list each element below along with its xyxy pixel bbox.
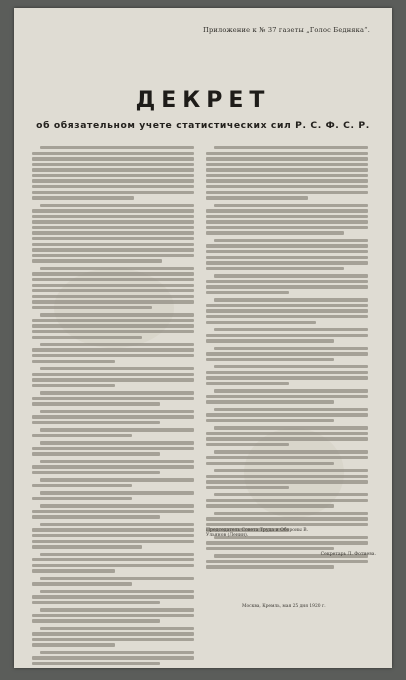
text-paragraph	[206, 365, 368, 385]
text-line	[206, 152, 368, 155]
text-line	[206, 174, 368, 177]
text-paragraph	[206, 298, 368, 324]
text-line	[214, 426, 368, 429]
text-line	[32, 220, 194, 223]
text-paragraph	[32, 146, 194, 200]
text-line	[206, 261, 368, 264]
text-line	[206, 220, 368, 223]
text-line	[32, 528, 194, 531]
text-paragraph	[32, 460, 194, 475]
place-date: Москва, Кремль, мая 25 дня 1920 г.	[242, 604, 326, 609]
text-line	[32, 354, 194, 357]
text-line	[40, 441, 194, 444]
secretary-signature: Секретарь Л. Фотиева.	[320, 552, 376, 557]
text-line	[32, 569, 115, 572]
text-line	[206, 358, 334, 361]
text-line	[32, 179, 194, 182]
text-line	[206, 432, 368, 435]
text-line	[40, 146, 194, 149]
text-line	[214, 328, 368, 331]
text-paragraph	[32, 627, 194, 647]
text-line	[32, 540, 194, 543]
text-line	[206, 226, 368, 229]
text-line	[32, 564, 194, 567]
text-line	[206, 376, 368, 379]
text-line	[214, 408, 368, 411]
text-line	[32, 534, 194, 537]
chairman-signature: Председатель Совета Труда и Обороны В. Ульянов (Ленин).	[206, 528, 309, 538]
text-line	[32, 248, 194, 251]
text-line	[32, 152, 194, 155]
text-line	[32, 157, 194, 160]
text-line	[206, 462, 334, 465]
text-line	[32, 373, 194, 376]
text-line	[206, 244, 368, 247]
text-line	[40, 204, 194, 207]
text-line	[206, 291, 289, 294]
text-line	[32, 384, 115, 387]
text-paragraph	[32, 553, 194, 573]
text-line	[32, 319, 194, 322]
text-line	[32, 209, 194, 212]
text-line	[40, 313, 194, 316]
text-line	[40, 590, 194, 593]
text-line	[40, 410, 194, 413]
text-paragraph	[32, 343, 194, 363]
text-line	[32, 191, 194, 194]
text-line	[206, 309, 368, 312]
text-line	[32, 196, 134, 199]
text-line	[32, 324, 194, 327]
text-line	[206, 413, 368, 416]
text-line	[32, 434, 132, 437]
text-line	[206, 395, 368, 398]
text-paragraph	[32, 410, 194, 425]
text-line	[206, 267, 344, 270]
page-subtitle: об обязательном учете статистических сил Р. С. Ф. С. Р.	[36, 120, 370, 131]
text-line	[206, 352, 368, 355]
text-line	[206, 168, 368, 171]
text-line	[206, 321, 316, 324]
text-line	[32, 471, 160, 474]
text-line	[32, 278, 194, 281]
text-paragraph	[206, 239, 368, 270]
text-paragraph	[32, 523, 194, 549]
text-line	[206, 191, 368, 194]
right-column-text	[206, 146, 368, 573]
text-line	[206, 437, 368, 440]
text-line	[32, 272, 194, 275]
text-line	[206, 480, 368, 483]
text-line	[32, 662, 160, 665]
text-line	[32, 378, 194, 381]
text-line	[32, 484, 132, 487]
text-line	[32, 510, 194, 513]
text-paragraph	[32, 651, 194, 666]
text-line	[32, 168, 194, 171]
text-line	[214, 450, 368, 453]
text-line	[32, 545, 142, 548]
text-line	[40, 491, 194, 494]
text-line	[32, 306, 152, 309]
text-line	[32, 465, 194, 468]
text-line	[32, 336, 142, 339]
text-line	[32, 348, 194, 351]
text-line	[206, 523, 368, 526]
left-column-text	[32, 146, 194, 668]
text-line	[32, 295, 194, 298]
text-paragraph	[206, 493, 368, 508]
text-line	[32, 656, 194, 659]
text-line	[32, 226, 194, 229]
text-line	[40, 267, 194, 270]
page-title: ДЕКРЕТ	[135, 88, 271, 113]
text-line	[40, 651, 194, 654]
text-line	[206, 209, 368, 212]
text-paragraph	[32, 478, 194, 487]
text-line	[40, 428, 194, 431]
text-line	[206, 504, 334, 507]
text-line	[32, 300, 194, 303]
text-line	[214, 512, 368, 515]
text-line	[32, 447, 194, 450]
text-line	[206, 256, 368, 259]
text-line	[40, 608, 194, 611]
text-line	[32, 284, 194, 287]
text-line	[32, 215, 194, 218]
text-line	[40, 343, 194, 346]
text-line	[214, 146, 368, 149]
text-line	[32, 289, 194, 292]
text-line	[214, 493, 368, 496]
text-line	[32, 174, 194, 177]
text-line	[214, 298, 368, 301]
text-line	[206, 163, 368, 166]
text-line	[206, 475, 368, 478]
text-line	[32, 558, 194, 561]
text-line	[214, 239, 368, 242]
text-line	[32, 360, 115, 363]
text-line	[206, 250, 368, 253]
text-paragraph	[32, 428, 194, 437]
text-paragraph	[206, 347, 368, 362]
text-line	[32, 254, 194, 257]
text-line	[32, 259, 162, 262]
text-line	[40, 504, 194, 507]
decree-sheet	[14, 8, 392, 668]
text-line	[206, 285, 368, 288]
text-line	[32, 237, 194, 240]
text-paragraph	[32, 590, 194, 605]
text-line	[214, 274, 368, 277]
text-line	[32, 515, 160, 518]
text-line	[214, 204, 368, 207]
text-line	[40, 367, 194, 370]
text-paragraph	[32, 491, 194, 500]
text-line	[32, 601, 160, 604]
signature-block	[206, 528, 376, 571]
text-paragraph	[32, 608, 194, 623]
text-paragraph	[206, 450, 368, 465]
text-paragraph	[206, 146, 368, 200]
text-line	[32, 185, 194, 188]
text-line	[206, 304, 368, 307]
text-line	[32, 163, 194, 166]
text-line	[206, 231, 344, 234]
text-line	[32, 497, 132, 500]
text-line	[206, 499, 368, 502]
text-line	[206, 339, 334, 342]
text-line	[206, 371, 368, 374]
text-line	[206, 315, 368, 318]
text-paragraph	[32, 504, 194, 519]
text-line	[214, 389, 368, 392]
text-paragraph	[32, 204, 194, 263]
text-line	[206, 196, 308, 199]
text-paragraph	[32, 313, 194, 339]
text-line	[206, 185, 368, 188]
text-line	[40, 523, 194, 526]
text-line	[40, 478, 194, 481]
text-paragraph	[32, 391, 194, 406]
supplement-header: Приложение к № 37 газеты „Голос Бедняка“.	[203, 26, 370, 34]
text-paragraph	[32, 367, 194, 387]
text-line	[32, 619, 160, 622]
text-paragraph	[32, 577, 194, 586]
text-line	[32, 632, 194, 635]
text-line	[32, 243, 194, 246]
text-line	[206, 334, 368, 337]
text-line	[40, 577, 194, 580]
text-line	[214, 365, 368, 368]
text-paragraph	[206, 328, 368, 343]
text-line	[32, 614, 194, 617]
text-line	[206, 486, 289, 489]
text-line	[206, 443, 289, 446]
text-line	[40, 627, 194, 630]
text-paragraph	[206, 469, 368, 489]
text-line	[32, 231, 194, 234]
text-line	[32, 582, 132, 585]
text-line	[214, 469, 368, 472]
text-line	[32, 452, 160, 455]
text-line	[214, 347, 368, 350]
text-line	[40, 553, 194, 556]
text-line	[206, 157, 368, 160]
text-line	[206, 280, 368, 283]
text-paragraph	[206, 274, 368, 294]
text-paragraph	[206, 426, 368, 446]
text-line	[32, 415, 194, 418]
text-paragraph	[206, 389, 368, 404]
text-line	[32, 397, 194, 400]
text-paragraph	[206, 408, 368, 423]
text-line	[206, 382, 289, 385]
text-line	[40, 460, 194, 463]
text-line	[32, 638, 194, 641]
text-line	[206, 179, 368, 182]
text-line	[32, 421, 160, 424]
text-line	[206, 419, 334, 422]
text-line	[206, 456, 368, 459]
text-line	[206, 215, 368, 218]
text-line	[32, 330, 194, 333]
text-line	[206, 517, 368, 520]
text-line	[32, 643, 115, 646]
text-line	[32, 402, 160, 405]
text-line	[40, 391, 194, 394]
text-paragraph	[32, 441, 194, 456]
text-line	[206, 400, 334, 403]
text-line	[32, 595, 194, 598]
text-paragraph	[32, 267, 194, 309]
text-paragraph	[206, 204, 368, 235]
